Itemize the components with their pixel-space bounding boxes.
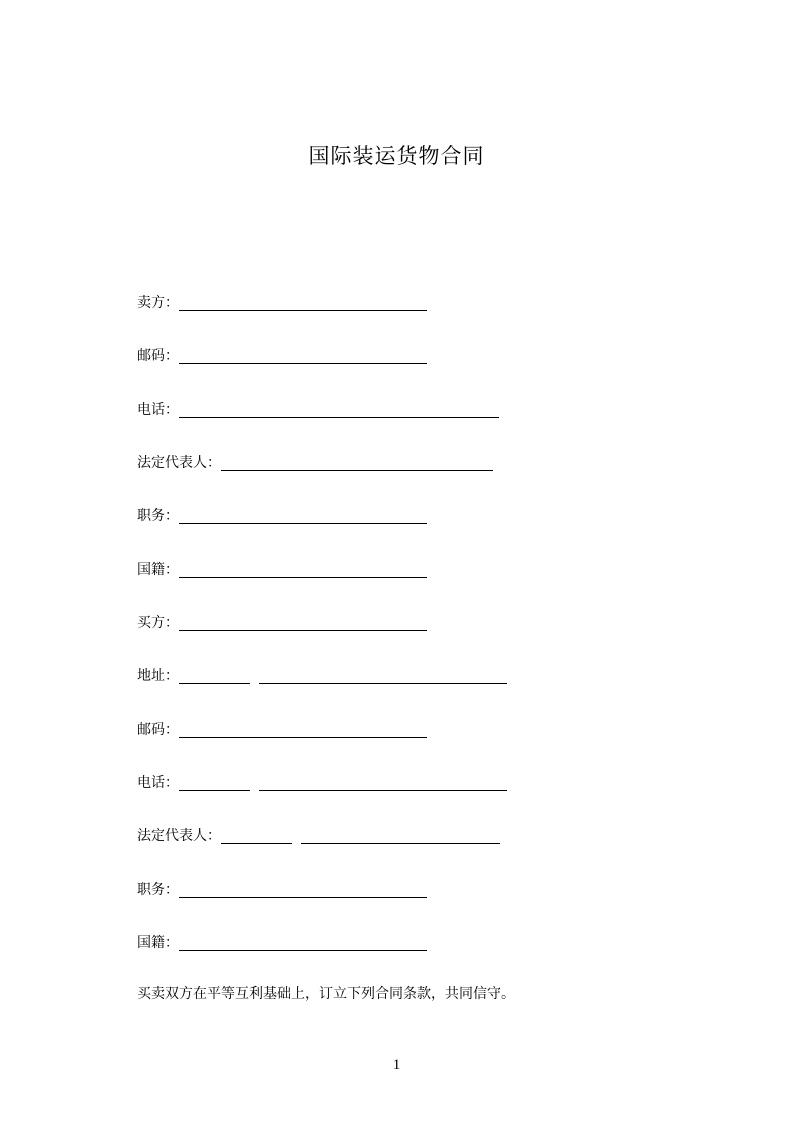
seller-nationality-label: 国籍： <box>137 562 179 578</box>
seller-nationality-field <box>137 557 427 579</box>
buyer-address-blank-line-2[interactable] <box>259 669 507 684</box>
seller-position-field <box>137 503 427 525</box>
buyer-postcode-field <box>137 717 427 739</box>
document-title: 国际装运货物合同 <box>308 144 485 168</box>
seller-position-blank-line[interactable] <box>179 509 427 524</box>
buyer-legal-rep-blank-line-1[interactable] <box>221 829 292 844</box>
buyer-position-field <box>137 877 427 899</box>
buyer-label: 买方： <box>137 615 179 631</box>
buyer-legal-rep-blank-line-2[interactable] <box>301 829 500 844</box>
buyer-nationality-blank-line[interactable] <box>179 936 427 951</box>
seller-legal-rep-label: 法定代表人： <box>137 455 221 471</box>
buyer-blank-line[interactable] <box>179 616 427 631</box>
seller-phone-blank-line[interactable] <box>179 403 499 418</box>
buyer-phone-label: 电话： <box>137 775 179 791</box>
buyer-address-blank-line-1[interactable] <box>179 669 250 684</box>
seller-position-label: 职务： <box>137 508 179 524</box>
seller-legal-rep-blank-line[interactable] <box>221 456 493 471</box>
seller-phone-label: 电话： <box>137 402 179 418</box>
seller-legal-rep-field <box>137 450 493 472</box>
buyer-field <box>137 610 427 632</box>
seller-postcode-field <box>137 343 427 365</box>
seller-phone-field <box>137 397 499 419</box>
buyer-address-field <box>137 663 507 685</box>
buyer-nationality-field <box>137 930 427 952</box>
buyer-phone-blank-line-1[interactable] <box>179 776 250 791</box>
buyer-position-blank-line[interactable] <box>179 883 427 898</box>
agreement-statement: 买卖双方在平等互利基础上，订立下列合同条款，共同信守。 <box>137 986 515 1002</box>
seller-postcode-blank-line[interactable] <box>179 349 427 364</box>
buyer-legal-rep-label: 法定代表人： <box>137 828 221 844</box>
buyer-postcode-blank-line[interactable] <box>179 723 427 738</box>
buyer-phone-blank-line-2[interactable] <box>259 776 507 791</box>
buyer-phone-field <box>137 770 507 792</box>
page-number: 1 <box>392 1057 401 1073</box>
seller-label: 卖方： <box>137 295 179 311</box>
seller-postcode-label: 邮码： <box>137 348 179 364</box>
buyer-position-label: 职务： <box>137 882 179 898</box>
seller-field <box>137 290 427 312</box>
buyer-address-label: 地址： <box>137 668 179 684</box>
buyer-postcode-label: 邮码： <box>137 722 179 738</box>
buyer-legal-rep-field <box>137 823 500 845</box>
seller-nationality-blank-line[interactable] <box>179 563 427 578</box>
buyer-nationality-label: 国籍： <box>137 935 179 951</box>
seller-blank-line[interactable] <box>179 296 427 311</box>
